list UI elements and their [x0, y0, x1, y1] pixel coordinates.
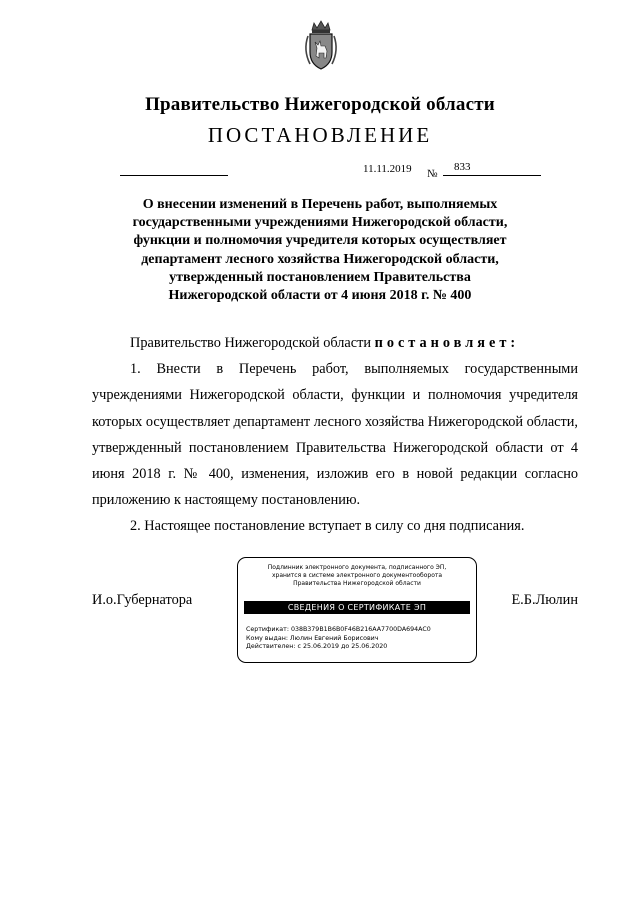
certificate-id: Сертификат: 038B379B1B6B0F46B216AA7700DA694AC0 — [246, 626, 431, 633]
e-signature-stamp — [237, 557, 477, 663]
certificate-validity: Действителен: с 25.06.2019 до 25.06.2020 — [246, 643, 388, 651]
document-type: ПОСТАНОВЛЕНИЕ — [207, 123, 433, 147]
preamble — [92, 330, 578, 356]
paragraph-1: 1. Внести в Перечень работ, выполняемых государственными учреждениями Нижегородской области, функции и полномочия учредителя которых осуществляет департамент лесного хозяйства Нижегородской области, утвержденный постановлением Правительства Нижегородской области от 4 июня 2018 г. № 400, изменения, изложив его в новой редакции согласно приложению к настоящему постановлению. — [92, 361, 578, 509]
subject-line: Нижегородской области от 4 июня 2018 г. № 400 — [168, 288, 472, 304]
document-number: 833 — [454, 161, 471, 173]
document-body — [92, 330, 578, 540]
number-label: № — [427, 168, 438, 180]
preamble-verb: постановляет: — [374, 335, 520, 351]
document-date: 11.11.2019 — [363, 163, 412, 175]
subject-line: государственными учреждениями Нижегородской области, — [132, 215, 508, 231]
stamp-note-line: хранится в системе электронного документооборота — [271, 572, 443, 579]
government-name: Правительство Нижегородской области — [145, 94, 495, 115]
document-subject — [100, 196, 540, 305]
number-line — [443, 175, 541, 176]
stamp-note — [238, 564, 476, 588]
subject-line: утвержденный постановлением Правительства — [169, 269, 471, 285]
signer-name: Е.Б.Люлин — [511, 592, 578, 608]
preamble-subject: Правительство Нижегородской области — [130, 335, 371, 351]
stamp-note-line: Подлинник электронного документа, подписанного ЭП, — [267, 564, 447, 571]
date-blank-line — [120, 175, 228, 176]
stamp-note-line: Правительства Нижегородской области — [293, 580, 421, 587]
subject-line: департамент лесного хозяйства Нижегородской области, — [141, 251, 499, 267]
coat-of-arms-icon — [302, 20, 340, 72]
paragraph-2: 2. Настоящее постановление вступает в силу со дня подписания. — [130, 518, 525, 535]
subject-line: функции и полномочия учредителя которых осуществляет — [133, 233, 507, 249]
stamp-certificate-header: СВЕДЕНИЯ О СЕРТИФИКАТЕ ЭП — [244, 601, 470, 614]
stamp-certificate-info — [246, 626, 431, 652]
certificate-owner: Кому выдан: Люлин Евгений Борисович — [246, 634, 379, 642]
signer-title: И.о.Губернатора — [92, 592, 193, 608]
subject-line: О внесении изменений в Перечень работ, выполняемых — [142, 197, 498, 212]
